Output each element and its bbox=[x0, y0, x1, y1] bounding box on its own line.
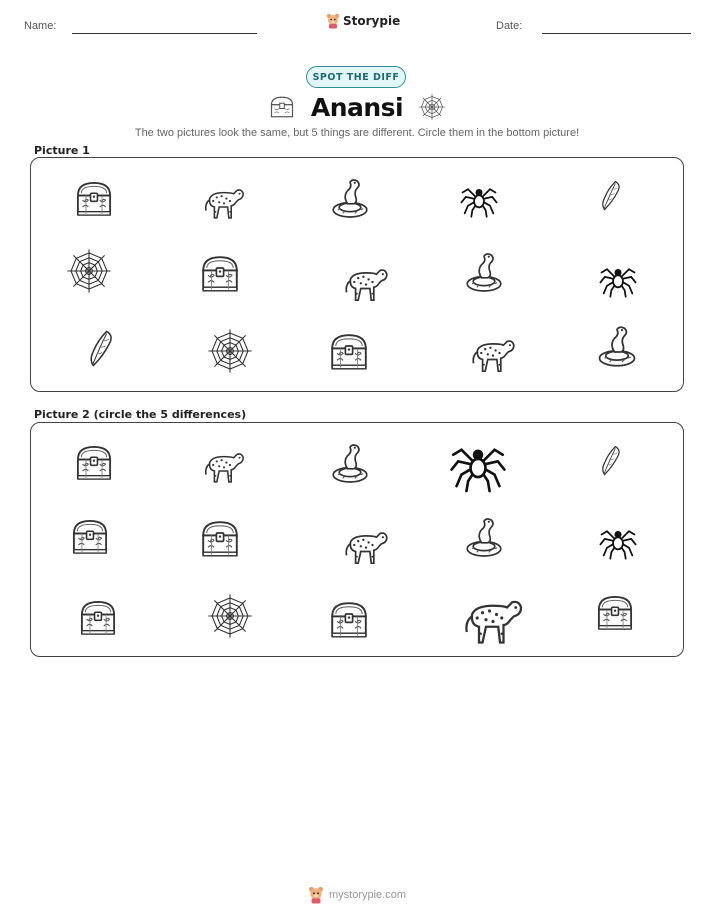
leopard-icon bbox=[200, 177, 248, 225]
treasure-chest-icon bbox=[325, 328, 373, 376]
treasure-chest-icon[interactable] bbox=[71, 440, 117, 486]
title-row bbox=[0, 92, 714, 122]
leopard-icon bbox=[467, 327, 519, 379]
spider-icon bbox=[457, 176, 501, 220]
treasure-chest-icon[interactable] bbox=[325, 596, 373, 644]
bear-icon bbox=[326, 13, 340, 29]
treasure-chest-icon[interactable] bbox=[67, 514, 113, 560]
spider-web-icon[interactable] bbox=[206, 592, 254, 640]
treasure-chest-icon[interactable] bbox=[592, 590, 638, 636]
worksheet-title: Anansi bbox=[310, 92, 404, 122]
picture2-label: Picture 2 (circle the 5 differences) bbox=[34, 408, 247, 421]
feather-icon[interactable] bbox=[592, 443, 628, 479]
treasure-chest-icon[interactable] bbox=[196, 515, 244, 563]
picture1-label: Picture 1 bbox=[34, 144, 90, 157]
brand-name: Storypie bbox=[343, 14, 401, 28]
spider-icon[interactable] bbox=[596, 518, 640, 562]
leopard-icon bbox=[340, 256, 392, 308]
bear-icon bbox=[308, 886, 324, 904]
date-line[interactable] bbox=[542, 33, 691, 34]
leopard-icon[interactable] bbox=[200, 441, 248, 489]
snake-icon[interactable] bbox=[326, 440, 374, 488]
leopard-icon[interactable] bbox=[458, 583, 528, 653]
instructions: The two pictures look the same, but 5 things are different. Circle them in the bottom picture! bbox=[134, 127, 580, 139]
snake-icon[interactable] bbox=[460, 514, 508, 562]
treasure-chest-icon bbox=[196, 250, 244, 298]
treasure-chest-icon[interactable] bbox=[75, 595, 121, 641]
date-label: Date: bbox=[496, 20, 523, 32]
spider-web-icon bbox=[417, 92, 447, 122]
name-label: Name: bbox=[24, 20, 57, 32]
name-line[interactable] bbox=[72, 33, 257, 34]
feather-icon bbox=[592, 178, 628, 214]
spider-web-icon bbox=[65, 247, 113, 295]
brand-logo bbox=[326, 13, 400, 29]
snake-icon bbox=[460, 249, 508, 297]
spider-icon bbox=[596, 256, 640, 300]
leopard-icon[interactable] bbox=[340, 519, 392, 571]
footer bbox=[308, 886, 406, 904]
treasure-chest-icon bbox=[267, 92, 297, 122]
activity-badge: SPOT THE DIFF bbox=[306, 66, 406, 88]
snake-icon bbox=[326, 175, 374, 223]
treasure-chest-icon bbox=[71, 176, 117, 222]
snake-icon bbox=[592, 322, 642, 372]
spider-web-icon bbox=[206, 327, 254, 375]
spider-icon[interactable] bbox=[445, 430, 511, 496]
feather-icon bbox=[78, 327, 122, 371]
footer-url[interactable]: mystorypie.com bbox=[329, 889, 407, 901]
